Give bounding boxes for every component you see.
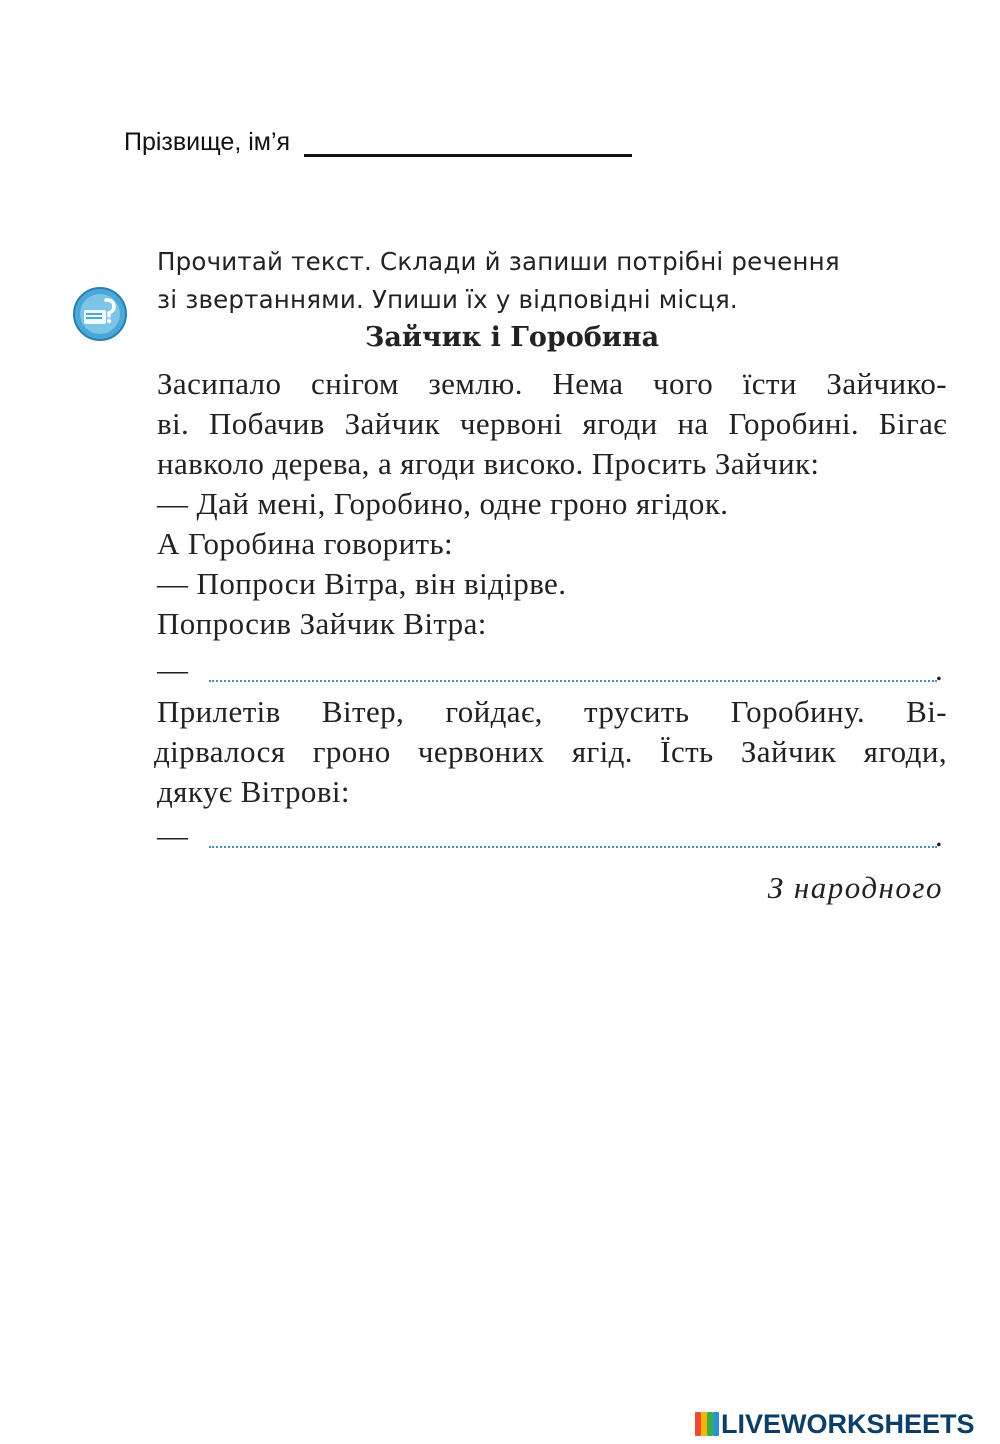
answer-dash: — xyxy=(157,652,188,687)
story-paragraph-1 xyxy=(157,364,947,644)
liveworksheets-logo-icon xyxy=(695,1410,719,1438)
text-line: Прилетів Вітер, гойдає, трусить Горобину. Ві- xyxy=(157,694,947,729)
text-line: А Горобина говорить: xyxy=(157,526,454,561)
answer-dash: — xyxy=(157,818,188,853)
text-line: навколо дерева, а ягоди високо. Просить Зайчик: xyxy=(157,446,820,481)
name-field[interactable] xyxy=(304,128,632,157)
text-line: дірвалося гроно червоних ягід. Їсть Зайчик ягоди, xyxy=(154,734,947,769)
task-instruction xyxy=(157,243,957,319)
answer-row-1 xyxy=(157,652,947,692)
name-row xyxy=(124,128,632,157)
text-line: ві. Побачив Зайчик червоні ягоди на Горобині. Бігає xyxy=(157,406,947,441)
answer-field-2[interactable] xyxy=(209,844,937,848)
story-source: З народного xyxy=(767,870,943,905)
instruction-line: зі звертаннями. Упиши їх у відповідні місця. xyxy=(157,285,738,314)
answer-end-mark: . xyxy=(935,652,943,687)
text-line: дякує Вітрові: xyxy=(157,774,350,809)
text-line: — Дай мені, Горобино, одне гроно ягідок. xyxy=(157,486,729,521)
text-line: Попросив Зайчик Вітра: xyxy=(157,606,487,641)
instruction-line: Прочитай текст. Склади й запиши потрібні речення xyxy=(157,247,840,276)
story-paragraph-2 xyxy=(154,692,947,812)
story-title: Зайчик і Горобина xyxy=(364,322,660,353)
name-label: Прізвище, ім’я xyxy=(124,128,291,156)
answer-end-mark: . xyxy=(935,818,943,853)
answer-row-2 xyxy=(157,818,947,858)
logo-text: LIVEWORKSHEETS xyxy=(721,1408,975,1439)
text-line: — Попроси Вітра, він відірве. xyxy=(157,566,567,601)
text-line: Засипало снігом землю. Нема чого їсти Зайчико- xyxy=(157,366,947,401)
liveworksheets-logo xyxy=(695,1410,975,1438)
answer-field-1[interactable] xyxy=(209,678,937,682)
